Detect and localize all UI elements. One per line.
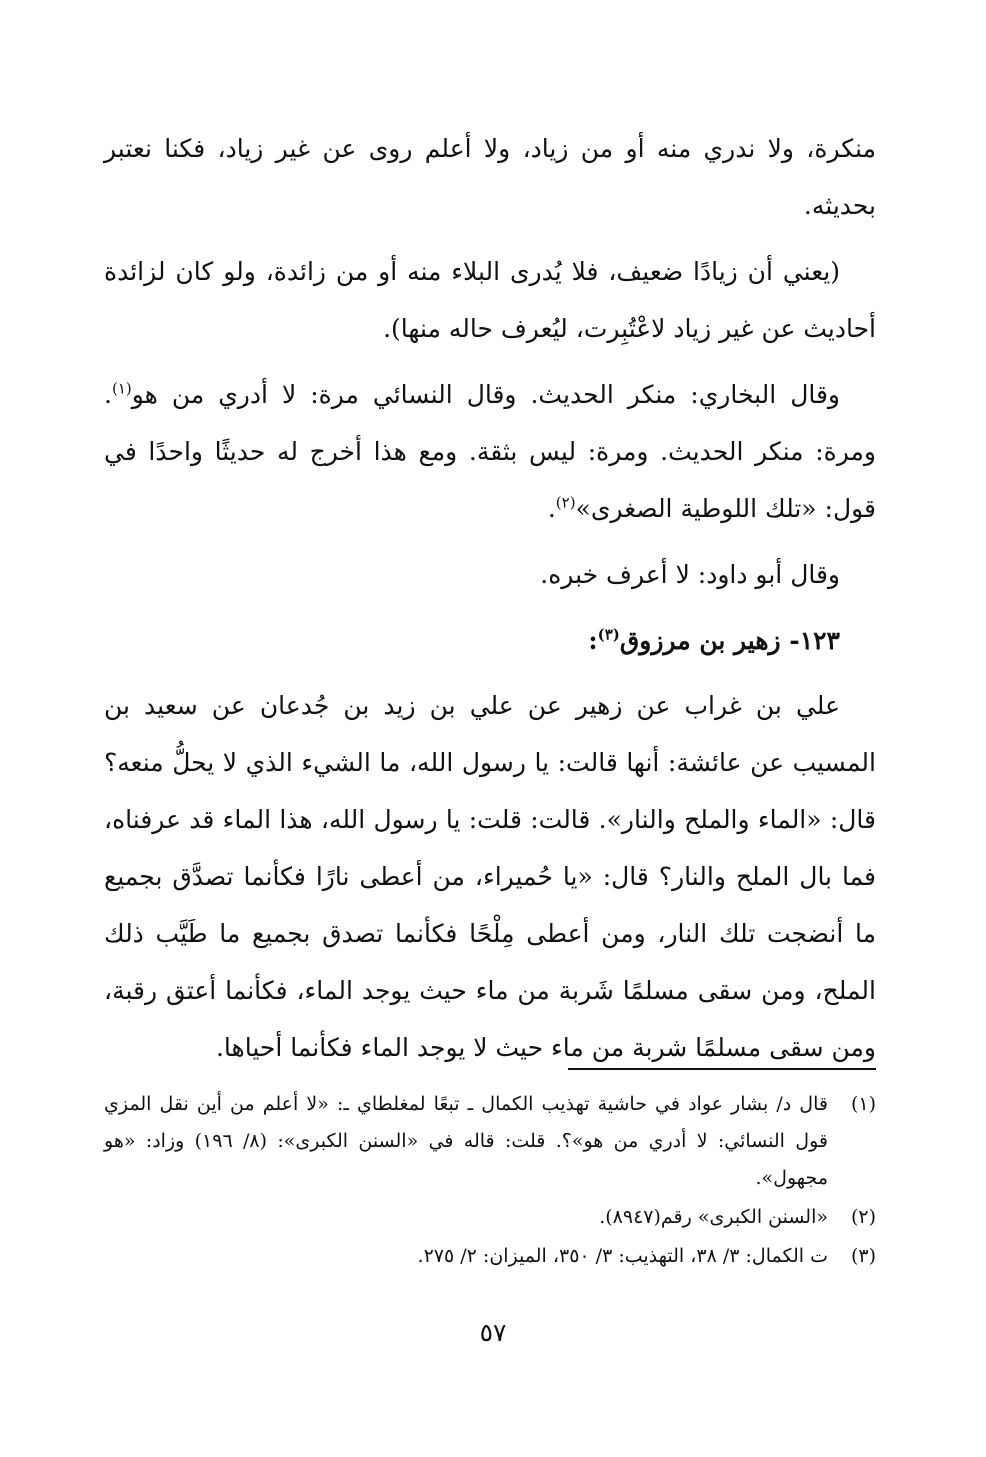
footnote-2 xyxy=(104,1199,876,1236)
footnote-ref-2[interactable]: (٢) xyxy=(555,493,576,512)
paragraph-3-text-a: وقال البخاري: منكر الحديث. وقال النسائي مرة: لا أدري من هو xyxy=(131,380,840,409)
paragraph-3-text-b: . ومرة: منكر الحديث. ومرة: ليس بثقة. ومع هذا أخرج له حديثًا واحدًا في قول: «تلك اللوطية الصغرى» xyxy=(104,380,876,523)
footnote-3-number: (٣) xyxy=(850,1245,876,1267)
paragraph-1: منكرة، ولا ندري منه أو من زياد، ولا أعلم روى عن غير زياد، فكنا نعتبر بحديثه. xyxy=(104,134,876,220)
paragraph-4: وقال أبو داود: لا أعرف خبره. xyxy=(540,560,840,589)
footnote-ref-3[interactable]: (٣) xyxy=(597,625,620,644)
paragraph-3-text-c: . xyxy=(547,494,556,523)
paragraph-3 xyxy=(104,366,876,537)
page-number: ٥٧ xyxy=(479,1318,507,1347)
main-text xyxy=(104,120,876,1085)
footnote-1-text: قال د/ بشار عواد في حاشية تهذيب الكمال ـ تبعًا لمغلطاي ـ: «لا أعلم من أين نقل المزي قول النسائي: لا أدري من هو»؟. قلت: قاله في «السنن الكبرى»: (٨/ ١٩٦) وزاد: «هو مجهول». xyxy=(104,1093,828,1189)
entry-heading xyxy=(104,612,876,669)
footnotes xyxy=(104,1086,876,1277)
paragraph-5: علي بن غراب عن زهير عن علي بن زيد بن جُدعان عن سعيد بن المسيب عن عائشة: أنها قالت: يا رسول الله، ما الشيء الذي لا يحلُّ منعه؟ قال: «الماء والملح والنار». قالت: قلت: يا رسول الله، هذا الماء قد عرفناه، فما بال الملح والنار؟ قال: «يا حُميراء، من أعطى نارًا فكأنما تصدَّق بجميع ما أنضجت تلك النار، ومن أعطى مِلْحًا فكأنما تصدق بجميع ما طَيَّب ذلك الملح، ومن سقى مسلمًا شَربة من ماء حيث يوجد الماء، فكأنما أعتق رقبة، ومن سقى مسلمًا شربة من ماء حيث لا يوجد الماء فكأنما أحياها. xyxy=(104,691,876,1062)
entry-heading-colon: : xyxy=(588,626,598,655)
footnote-3-text: ت الكمال: ٣/ ٣٨، التهذيب: ٣/ ٣٥٠، الميزان: ٢/ ٢٧٥. xyxy=(417,1245,828,1267)
footnote-1 xyxy=(104,1086,876,1197)
footnote-1-number: (١) xyxy=(850,1093,876,1115)
footnote-separator xyxy=(568,1068,876,1070)
footnote-ref-1[interactable]: (١) xyxy=(111,379,132,398)
paragraph-2: (يعني أن زيادًا ضعيف، فلا يُدرى البلاء منه أو من زائدة، ولو كان لزائدة أحاديث عن غير زياد لاعْتُبِرت، ليُعرف حاله منها). xyxy=(104,257,876,343)
footnote-3 xyxy=(104,1238,876,1275)
footnote-2-number: (٢) xyxy=(850,1206,876,1228)
footnote-2-text: «السنن الكبرى» رقم(٨٩٤٧). xyxy=(599,1206,828,1228)
entry-heading-title: ١٢٣- زهير بن مرزوق xyxy=(619,626,840,655)
